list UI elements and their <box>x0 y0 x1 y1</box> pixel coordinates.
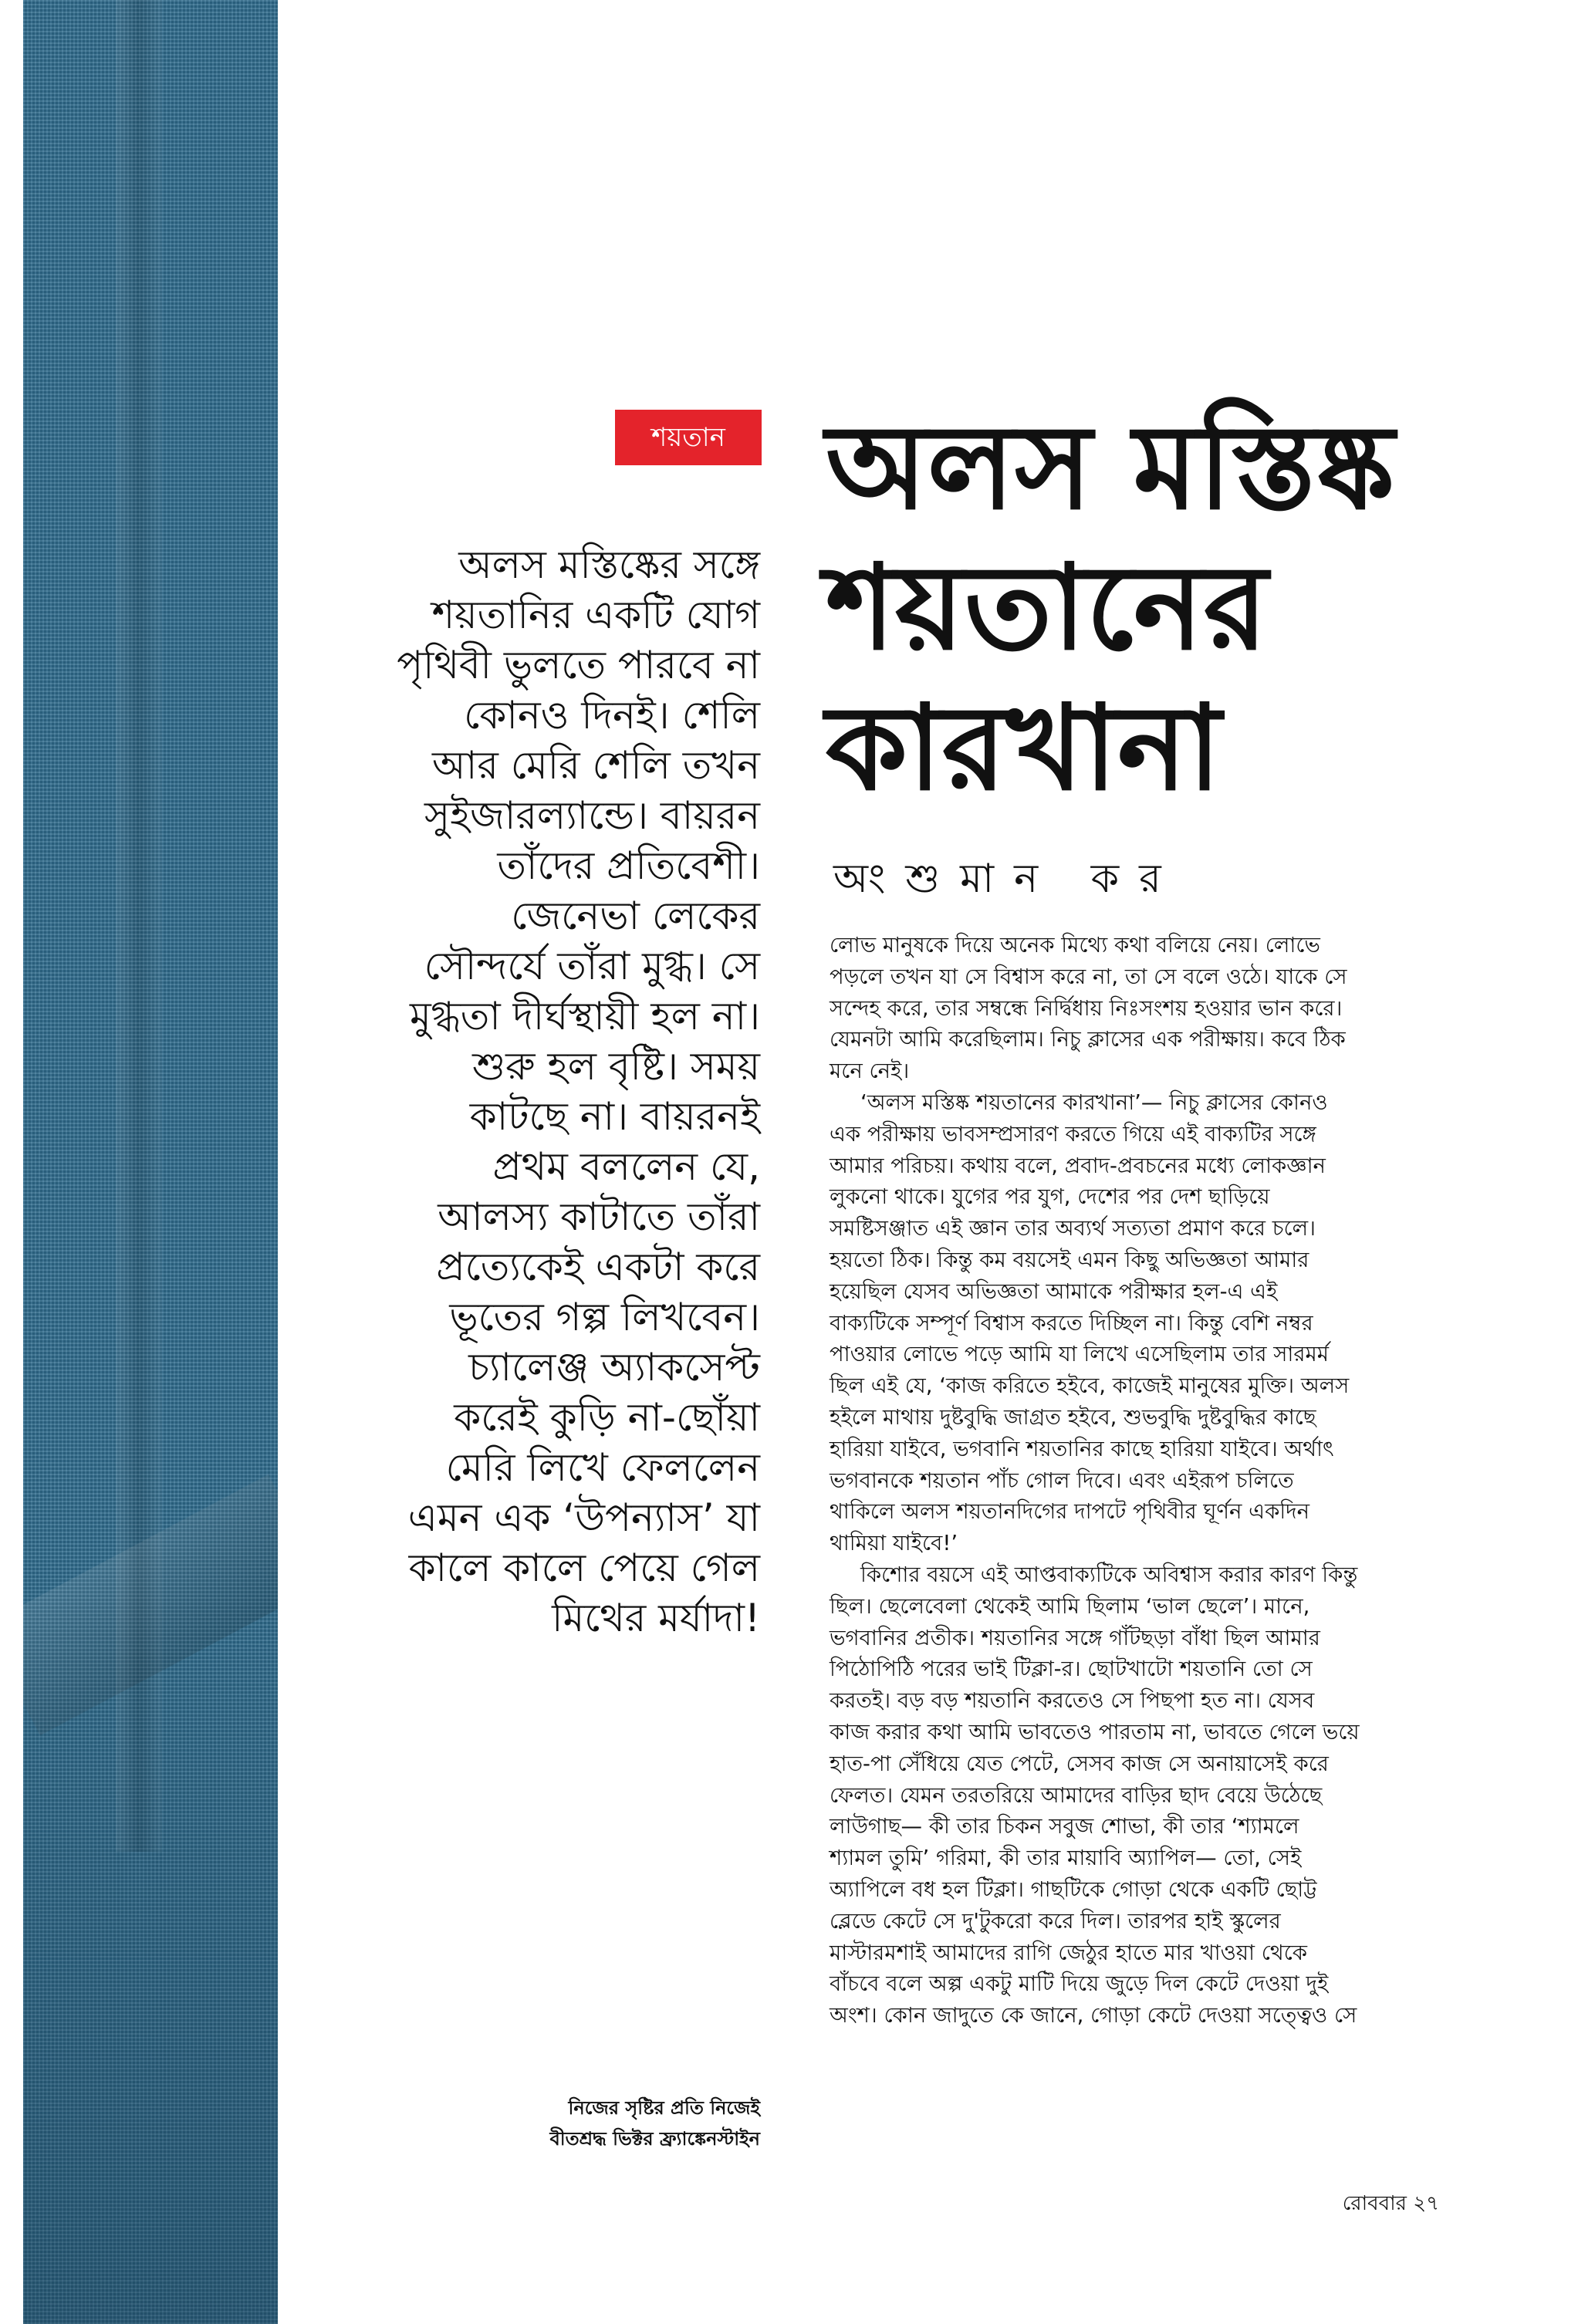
pull-quote-line: পৃথিবী ভুলতে পারবে না <box>397 643 760 687</box>
pull-quote-line: মিথের মর্যাদা! <box>552 1596 760 1640</box>
body-line: কিশোর বয়সে এই আপ্তবাক্যটিকে অবিশ্বাস করার কারণ কিন্তু <box>860 1562 1358 1587</box>
pull-quote-line: আর মেরি শেলি তখন <box>432 743 760 788</box>
body-line: যেমনটা আমি করেছিলাম। নিচু ক্লাসের এক পরীক্ষায়। কবে ঠিক <box>830 1027 1346 1052</box>
pull-quote-line: সৌন্দর্যে তাঁরা মুগ্ধ। সে <box>424 944 760 988</box>
page-folio: রোববার ২৭ <box>1342 2192 1439 2215</box>
pull-quote-line: কোনও দিনই। শেলি <box>464 693 760 738</box>
pull-quote-line: এমন এক ‘উপন্যাস’ যা <box>407 1495 760 1540</box>
fabric-shadow <box>23 1582 278 2324</box>
body-line: ছিল। ছেলেবেলা থেকেই আমি ছিলাম ‘ভাল ছেলে’। মানে, <box>830 1593 1310 1619</box>
body-line: পিঠোপিঠি পরের ভাই টিক্লা-র। ছোটখাটো শয়তানি তো সে <box>830 1657 1313 1682</box>
title-line: শয়তানের <box>826 539 1269 676</box>
pull-quote-line: কাটছে না। বায়রনই <box>469 1094 760 1139</box>
body-line: লাউগাছ— কী তার চিকন সবুজ শোভা, কী তার ‘শ্যামলে <box>830 1814 1299 1839</box>
body-line: লুকনো থাকে। যুগের পর যুগ, দেশের পর দেশ ছাড়িয়ে <box>830 1184 1270 1210</box>
pull-quote-line: করেই কুড়ি না-ছোঁয়া <box>454 1395 760 1440</box>
body-line: ছিল এই যে, ‘কাজ করিতে হইবে, কাজেই মানুষের মুক্তি। অলস <box>830 1373 1350 1399</box>
pull-quote-line: আলস্য কাটাতে তাঁরা <box>438 1194 760 1239</box>
caption-line: নিজের সৃষ্টির প্রতি নিজেই <box>568 2097 760 2119</box>
pull-quote-line: ভূতের গল্প লিখবেন। <box>449 1295 760 1339</box>
body-line: হাত-পা সেঁধিয়ে যেত পেটে, সেসব কাজ সে অনায়াসেই করে <box>830 1751 1329 1776</box>
body-line: মনে নেই। <box>830 1059 910 1084</box>
body-line: ফেলত। যেমন তরতরিয়ে আমাদের বাড়ির ছাদ বেয়ে উঠেছে <box>830 1782 1323 1808</box>
body-line: শ্যামল তুমি’ গরিমা, কী তার মায়াবি অ্যাপিল— তো, সেই <box>830 1846 1302 1871</box>
body-line: লোভ মানুষকে দিয়ে অনেক মিথ্যে কথা বলিয়ে নেয়। লোভে <box>830 933 1320 958</box>
body-line: অ্যাপিলে বধ হল টিক্লা। গাছটিকে গোড়া থেকে একটি ছোট্ট <box>830 1876 1317 1902</box>
pull-quote-line: তাঁদের প্রতিবেশী। <box>497 843 760 888</box>
title-line: অলস মস্তিষ্ক <box>826 399 1395 535</box>
body-line: পাওয়ার লোভে পড়ে আমি যা লিখে এসেছিলাম তার সারমর্ম <box>830 1342 1330 1367</box>
body-line: সন্দেহ করে, তার সম্বন্ধে নির্দ্বিধায় নিঃসংশয় হওয়ার ভান করে। <box>830 995 1343 1021</box>
body-line: সমষ্টিসঞ্জাত এই জ্ঞান তার অব্যর্থ সত্যতা প্রমাণ করে চলে। <box>830 1216 1316 1241</box>
pull-quote-line: জেনেভা লেকের <box>511 893 760 938</box>
body-line: হয়েছিল যেসব অভিজ্ঞতা আমাকে পরীক্ষার হল-এ এই <box>830 1279 1278 1304</box>
body-line: হয়তো ঠিক। কিন্তু কম বয়সেই এমন কিছু অভিজ্ঞতা আমার <box>830 1247 1309 1272</box>
photo-caption <box>432 2093 760 2154</box>
caption-line: বীতশ্রদ্ধ ভিক্টর ফ্র্যাঙ্কেনস্টাইন <box>549 2128 760 2150</box>
section-tag: শয়তান <box>615 410 762 465</box>
body-line: করতই। বড় বড় শয়তানি করতেও সে পিছপা হত না। যেসব <box>830 1688 1315 1714</box>
article-body <box>830 930 1439 2032</box>
body-line: থাকিলে অলস শয়তানদিগের দাপটে পৃথিবীর ঘূর্ণন একদিন <box>830 1499 1310 1525</box>
author-byline: অংশুমান কর <box>833 856 1181 902</box>
pull-quote <box>340 540 760 1643</box>
pull-quote-line: সুইজারল্যান্ডে। বায়রন <box>424 793 760 838</box>
body-line: হইলে মাথায় দুষ্টবুদ্ধি জাগ্রত হইবে, শুভবুদ্ধি দুষ্টবুদ্ধির কাছে <box>830 1404 1316 1430</box>
pull-quote-line: মুগ্ধতা দীর্ঘস্থায়ী হল না। <box>409 994 760 1039</box>
pull-quote-line: অলস মস্তিষ্কের সঙ্গে <box>458 542 760 587</box>
body-line: কাজ করার কথা আমি ভাবতেও পারতাম না, ভাবতে গেলে ভয়ে <box>830 1719 1360 1745</box>
body-line: ‘অলস মস্তিষ্ক শয়তানের কারখানা’— নিচু ক্লাসের কোনও <box>860 1089 1328 1115</box>
body-line: ভগবানকে শয়তান পাঁচ গোল দিবে। এবং এইরূপ চলিতে <box>830 1468 1294 1493</box>
body-line: পড়লে তখন যা সে বিশ্বাস করে না, তা সে বলে ওঠে। যাকে সে <box>830 964 1347 989</box>
pull-quote-line: মেরি লিখে ফেললেন <box>445 1445 760 1490</box>
title-line: কারখানা <box>826 680 1222 816</box>
body-line: বাক্যটিকে সম্পূর্ণ বিশ্বাস করতে দিচ্ছিল না। কিন্তু বেশি নম্বর <box>830 1310 1313 1336</box>
pull-quote-line: শুরু হল বৃষ্টি। সময় <box>472 1044 760 1089</box>
pull-quote-line: শয়তানির একটি যোগ <box>431 593 760 637</box>
body-line: অংশ। কোন জাদুতে কে জানে, গোড়া কেটে দেওয়া সত্ত্বেও সে <box>830 2003 1357 2028</box>
pull-quote-line: কালে কালে পেয়ে গেল <box>408 1545 760 1590</box>
body-line: থামিয়া যাইবে!’ <box>830 1531 958 1556</box>
body-line: মাস্টারমশাই আমাদের রাগি জেঠুর হাতে মার খাওয়া থেকে <box>830 1940 1308 1965</box>
article-title <box>826 397 1520 819</box>
body-line: বাঁচবে বলে অল্প একটু মাটি দিয়ে জুড়ে দিল কেটে দেওয়া দুই <box>830 1971 1329 1997</box>
body-line: এক পরীক্ষায় ভাবসম্প্রসারণ করতে গিয়ে এই বাক্যটির সঙ্গে <box>830 1121 1316 1147</box>
pull-quote-line: প্রত্যেকেই একটা করে <box>436 1245 760 1289</box>
body-line: ব্লেডে কেটে সে দু'টুকরো করে দিল। তারপর হাই স্কুলের <box>830 1908 1281 1934</box>
fabric-photo <box>23 0 278 2324</box>
pull-quote-line: প্রথম বললেন যে, <box>492 1144 760 1189</box>
body-line: ভগবানির প্রতীক। শয়তানির সঙ্গে গাঁটছড়া বাঁধা ছিল আমার <box>830 1625 1320 1650</box>
pull-quote-line: চ্যালেঞ্জ অ্যাকসেপ্ট <box>468 1345 760 1390</box>
body-line: আমার পরিচয়। কথায় বলে, প্রবাদ-প্রবচনের মধ্যে লোকজ্ঞান <box>830 1153 1326 1178</box>
body-line: হারিয়া যাইবে, ভগবানি শয়তানির কাছে হারিয়া যাইবে। অর্থাৎ <box>830 1436 1334 1461</box>
